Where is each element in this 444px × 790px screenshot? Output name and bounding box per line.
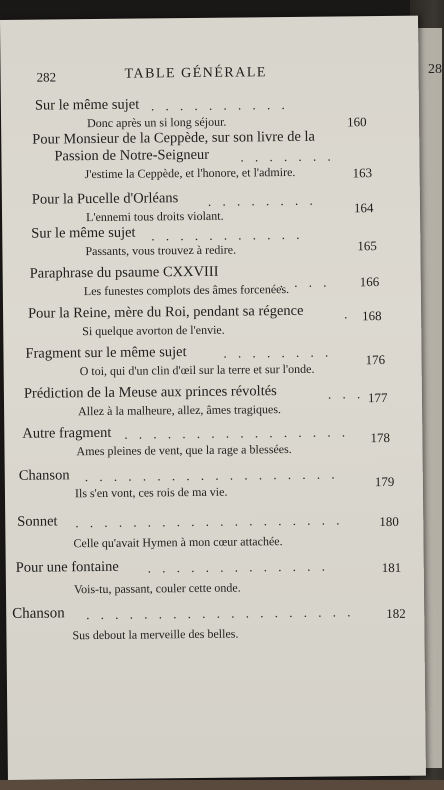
leader-dots: . . . . . . . . [223, 344, 333, 361]
entry-incipit: Donc après un si long séjour. [87, 114, 227, 131]
entry-page-number: 178 [370, 429, 390, 446]
entry-title: Paraphrase du psaume CXXVIII [29, 263, 219, 282]
entry-page-number: 176 [365, 351, 386, 368]
entry-title-continued: Passion de Notre-Seigneur [54, 146, 210, 165]
leader-dots: . . . . . . . . . . . . . . . . . . . [75, 512, 344, 531]
entry-page-number: 165 [357, 238, 377, 254]
entry-title: Chanson [18, 467, 70, 484]
page-number: 282 [36, 69, 57, 85]
entry-title: Chanson [12, 605, 65, 622]
running-title: TABLE GÉNÉRALE [124, 65, 268, 82]
entry-title: Sonnet [17, 513, 58, 530]
entry-title: Pour Monsieur de la Ceppède, sur son livre de la [32, 128, 316, 148]
toc-entry [28, 302, 383, 340]
toc-entry [22, 422, 390, 460]
entry-title: Fragment sur le même sujet [25, 344, 187, 362]
entry-title: Pour la Reine, mère du Roi, pendant sa régence [27, 302, 304, 322]
book-page [0, 16, 426, 780]
entry-incipit: Celle qu'avait Hymen à mon cœur attachée. [73, 534, 283, 551]
entry-page-number: 180 [379, 513, 399, 530]
entry-page-number: 179 [374, 473, 395, 490]
toc-entry [31, 222, 381, 260]
entry-page-number: 164 [353, 200, 374, 216]
toc-entry [17, 510, 399, 552]
entry-incipit: Sus debout la merveille des belles. [72, 626, 239, 643]
entry-page-number: 177 [367, 389, 388, 406]
toc-entry [15, 556, 402, 598]
entry-title: Autre fragment [22, 424, 112, 442]
entry-incipit: O toi, qui d'un clin d'œil sur la terre et sur l'onde. [79, 361, 315, 379]
entry-title: Prédiction de la Meuse aux princes révoltés [23, 383, 277, 402]
toc-entry [12, 602, 406, 644]
entry-title: Sur le même sujet [31, 224, 136, 242]
facing-page-number: 28 [428, 62, 442, 77]
leader-dots: . . . . . . . . . . . . . . . . . . [84, 466, 339, 485]
entry-incipit: Ames pleines de vent, que la rage a blessées. [76, 441, 292, 459]
entry-page-number: 182 [386, 605, 406, 621]
leader-dots: . . . . . . . . . . . . . . . . . . . [86, 604, 355, 623]
entry-page-number: 160 [347, 114, 367, 130]
leader-dots: . . . . . . . . . . [150, 96, 289, 114]
entry-title: Pour la Pucelle d'Orléans [31, 190, 179, 208]
leader-dots: . . . . . . . . . . . [151, 226, 304, 244]
entry-incipit: Si quelque avorton de l'envie. [82, 322, 225, 339]
entry-incipit: Les funestes complots des âmes forcenées. [83, 281, 290, 299]
leader-dots: . . . . . . . [240, 148, 335, 165]
toc-entry [35, 94, 375, 132]
toc-entry [25, 342, 385, 380]
leader-dots: . . . . . . . . [207, 192, 317, 209]
leader-dots: . . . . . . . . . . . . . [147, 558, 330, 576]
entry-incipit: L'ennemi tous droits violant. [85, 208, 224, 225]
entry-page-number: 168 [362, 308, 382, 324]
page-header [36, 60, 406, 88]
leader-dots: . . . . [279, 274, 331, 291]
entry-title: Sur le même sujet [34, 96, 140, 114]
leader-dots: . . . . . . . . . . . . . . . . [124, 424, 350, 442]
toc-entry [32, 128, 383, 183]
entry-incipit: J'estime la Ceppède, et l'honore, et l'admire. [84, 164, 296, 182]
book-edge [0, 780, 444, 790]
entry-title: Pour une fontaine [15, 558, 119, 576]
entry-page-number: 181 [381, 559, 402, 576]
entry-page-number: 166 [359, 274, 380, 290]
toc-entry [32, 188, 382, 226]
toc-entry [30, 262, 380, 300]
entry-incipit: Ils s'en vont, ces rois de ma vie. [74, 484, 228, 501]
entry-page-number: 163 [352, 165, 373, 181]
leader-dots: . [344, 306, 352, 322]
toc-entry [18, 464, 395, 502]
entry-incipit: Allez à la malheure, allez, âmes tragiques. [78, 402, 282, 419]
toc-entry [23, 382, 388, 420]
entry-incipit: Vois-tu, passant, couler cette onde. [73, 580, 241, 597]
entry-incipit: Passants, vous trouvez à redire. [85, 242, 237, 259]
leader-dots: . . . [327, 386, 365, 402]
